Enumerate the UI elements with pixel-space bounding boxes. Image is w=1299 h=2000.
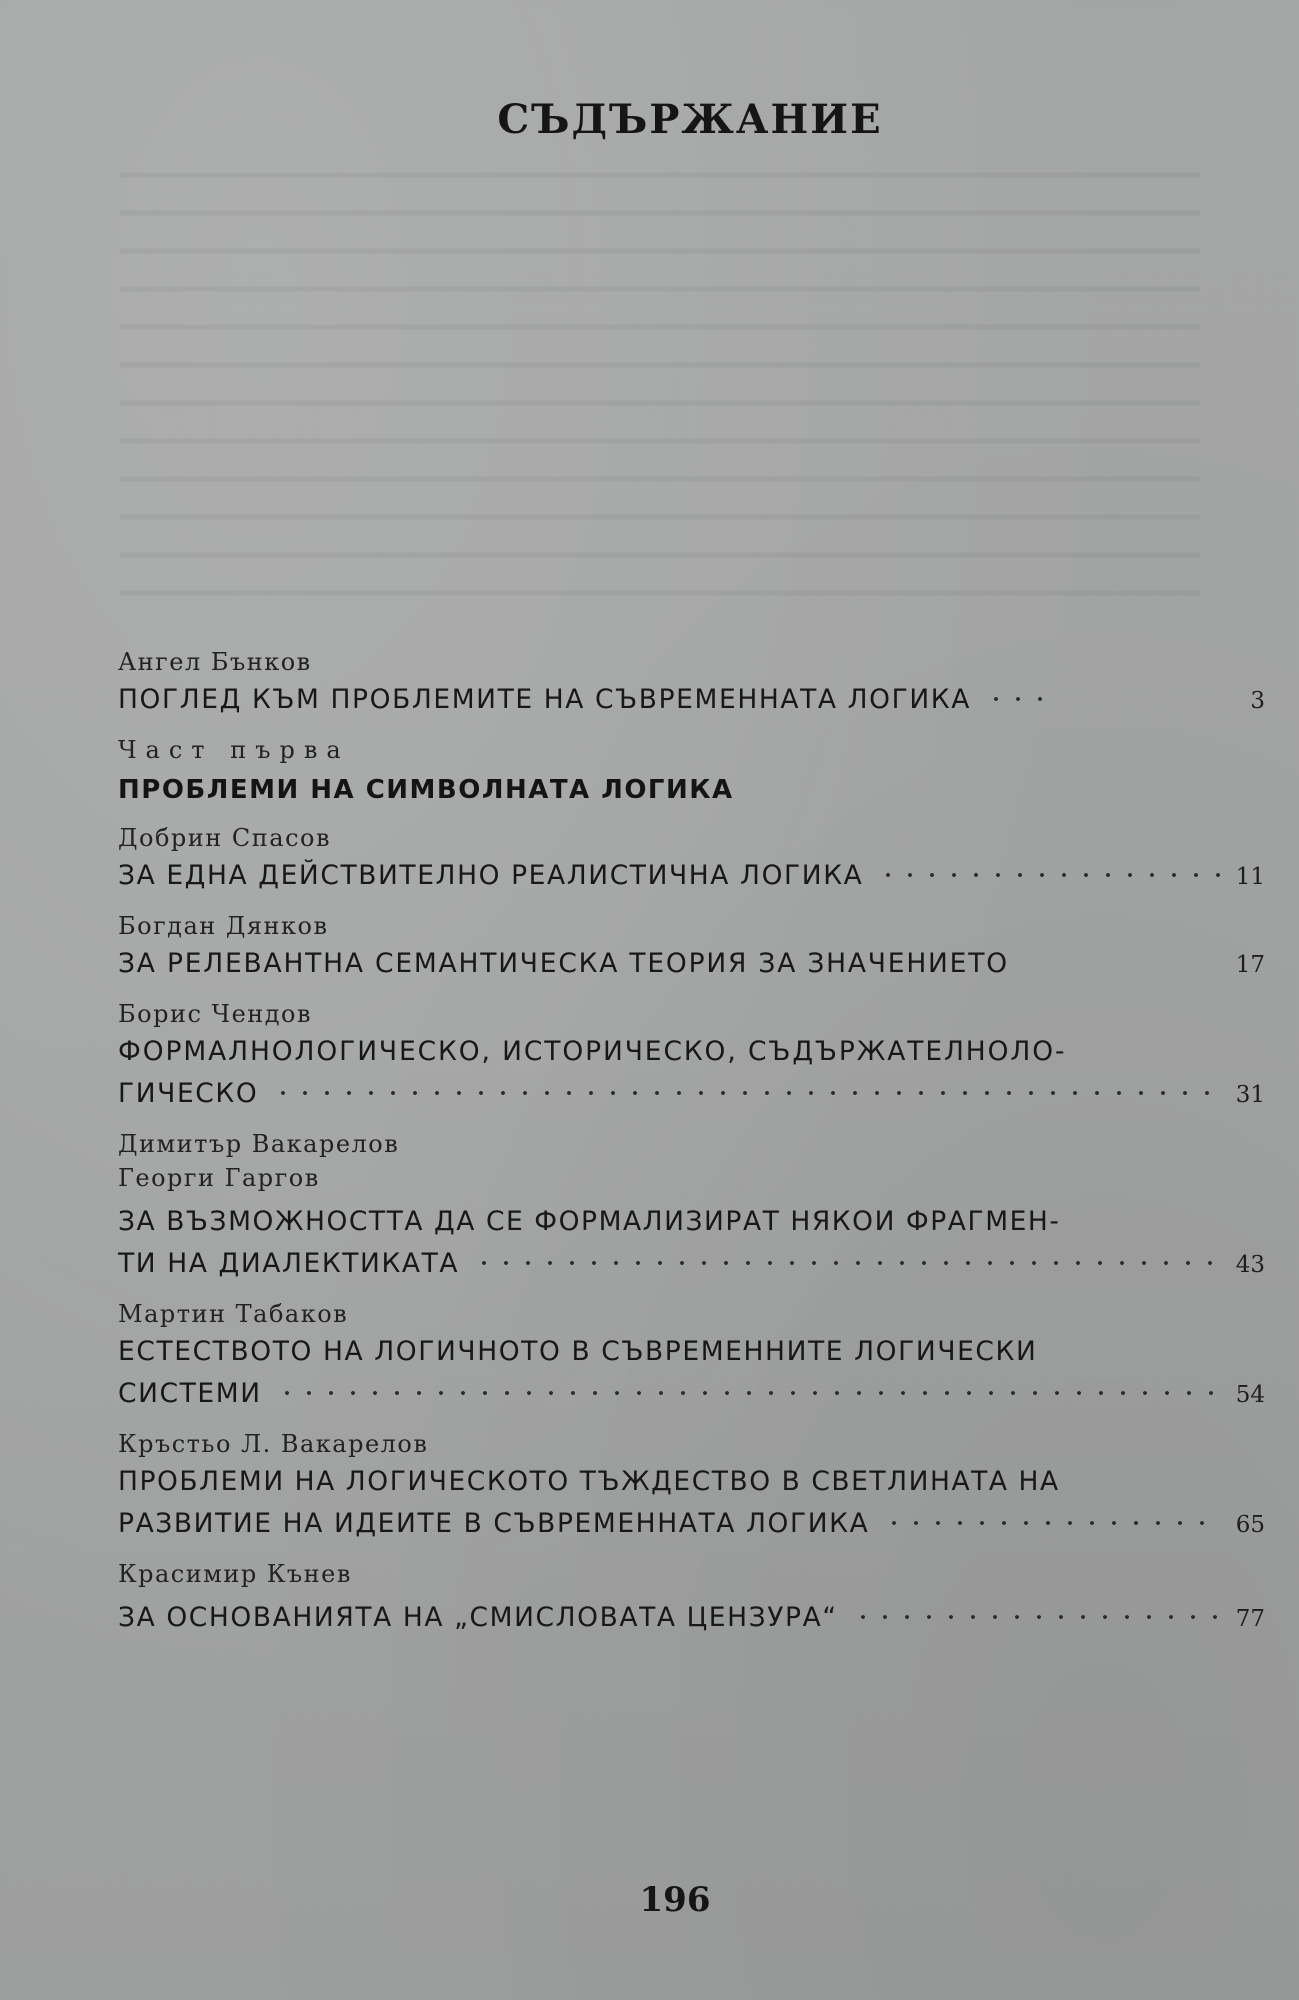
part-heading (118, 733, 1265, 813)
entry-author: Мартин Табаков (118, 1300, 349, 1328)
entry-title-part-2: РАЗВИТИЕ НА ИДЕИТЕ В СЪВРЕМЕННАТА ЛОГИКА (118, 1508, 870, 1539)
entry-page-number: 65 (1235, 1512, 1265, 1538)
toc-entry (118, 1297, 1265, 1415)
entry-title-part-1: ПРОБЛЕМИ НА ЛОГИЧЕСКОТО ТЪЖДЕСТВО В СВЕТЛИНАТА НА (118, 1466, 1060, 1497)
dot-leader (852, 1614, 1221, 1620)
dot-leader (473, 1260, 1221, 1266)
dot-leader (883, 1520, 1221, 1526)
toc-entry (118, 909, 1265, 985)
entry-title-line-2 (118, 1073, 1265, 1115)
entry-title-line-1 (118, 1461, 1265, 1503)
entry-page-number: 77 (1235, 1606, 1265, 1632)
entry-title-line-2 (118, 1503, 1265, 1545)
entry-title: ЗА ОСНОВАНИЯТА НА „СМИСЛОВАТА ЦЕНЗУРА“ (118, 1602, 838, 1633)
entry-title: ЗА РЕЛЕВАНТНА СЕМАНТИЧЕСКА ТЕОРИЯ ЗА ЗНАЧЕНИЕТО (118, 948, 1009, 979)
entry-title-line (118, 679, 1265, 721)
entry-page-number: 3 (1250, 688, 1265, 714)
entry-title-line-1 (118, 1201, 1265, 1243)
entry-title-part-1: ФОРМАЛНОЛОГИЧЕСКО, ИСТОРИЧЕСКО, СЪДЪРЖАТЕЛНОЛО- (118, 1036, 1067, 1067)
entry-title-line-1 (118, 1031, 1265, 1073)
dot-leader (877, 872, 1221, 878)
entry-author: Борис Чендов (118, 1000, 313, 1028)
toc-entry-intro (118, 645, 1265, 721)
entry-author: Ангел Бънков (118, 648, 312, 676)
entry-title-part-2: ГИЧЕСКО (118, 1078, 259, 1109)
entry-title-line (118, 855, 1265, 897)
part-title: ПРОБЛЕМИ НА СИМВОЛНАТА ЛОГИКА (118, 775, 734, 805)
toc-entry (118, 997, 1265, 1115)
bleed-through-texture (120, 150, 1200, 610)
entry-page-number: 11 (1235, 864, 1265, 890)
entry-title-part-2: ТИ НА ДИАЛЕКТИКАТА (118, 1248, 460, 1279)
table-of-contents (118, 645, 1265, 1651)
entry-author: Кръстьо Л. Вакарелов (118, 1430, 429, 1458)
entry-title: ПОГЛЕД КЪМ ПРОБЛЕМИТЕ НА СЪВРЕМЕННАТА ЛОГИКА (118, 684, 971, 715)
entry-author: Богдан Дянков (118, 912, 329, 940)
page-number-footer: 196 (639, 1880, 711, 1920)
entry-title-line-2 (118, 1373, 1265, 1415)
entry-coauthor: Георги Гаргов (118, 1164, 320, 1192)
entry-author: Красимир Кънев (118, 1560, 352, 1588)
dot-leader (276, 1390, 1221, 1396)
entry-page-number: 43 (1235, 1252, 1265, 1278)
entry-title-line (118, 943, 1265, 985)
entry-title-part-2: СИСТЕМИ (118, 1378, 262, 1409)
dot-leader (985, 696, 1055, 702)
part-label: Част първа (118, 736, 350, 764)
entry-title-line-2 (118, 1243, 1265, 1285)
entry-title-part-1: ЗА ВЪЗМОЖНОСТТА ДА СЕ ФОРМАЛИЗИРАТ НЯКОИ ФРАГМЕН- (118, 1206, 1061, 1237)
page-title: СЪДЪРЖАНИЕ (497, 96, 883, 143)
toc-entry (118, 821, 1265, 897)
dot-leader (272, 1090, 1221, 1096)
entry-author: Добрин Спасов (118, 824, 331, 852)
entry-page-number: 54 (1235, 1382, 1265, 1408)
entry-title-part-1: ЕСТЕСТВОТО НА ЛОГИЧНОТО В СЪВРЕМЕННИТЕ ЛОГИЧЕСКИ (118, 1336, 1038, 1367)
entry-page-number: 31 (1235, 1082, 1265, 1108)
entry-title-line-1 (118, 1331, 1265, 1373)
entry-title-line (118, 1597, 1265, 1639)
entry-page-number: 17 (1235, 952, 1265, 978)
entry-title: ЗА ЕДНА ДЕЙСТВИТЕЛНО РЕАЛИСТИЧНА ЛОГИКА (118, 860, 864, 891)
toc-entry (118, 1127, 1265, 1285)
toc-entry (118, 1427, 1265, 1545)
entry-author: Димитър Вакарелов (118, 1130, 400, 1158)
toc-entry (118, 1557, 1265, 1639)
